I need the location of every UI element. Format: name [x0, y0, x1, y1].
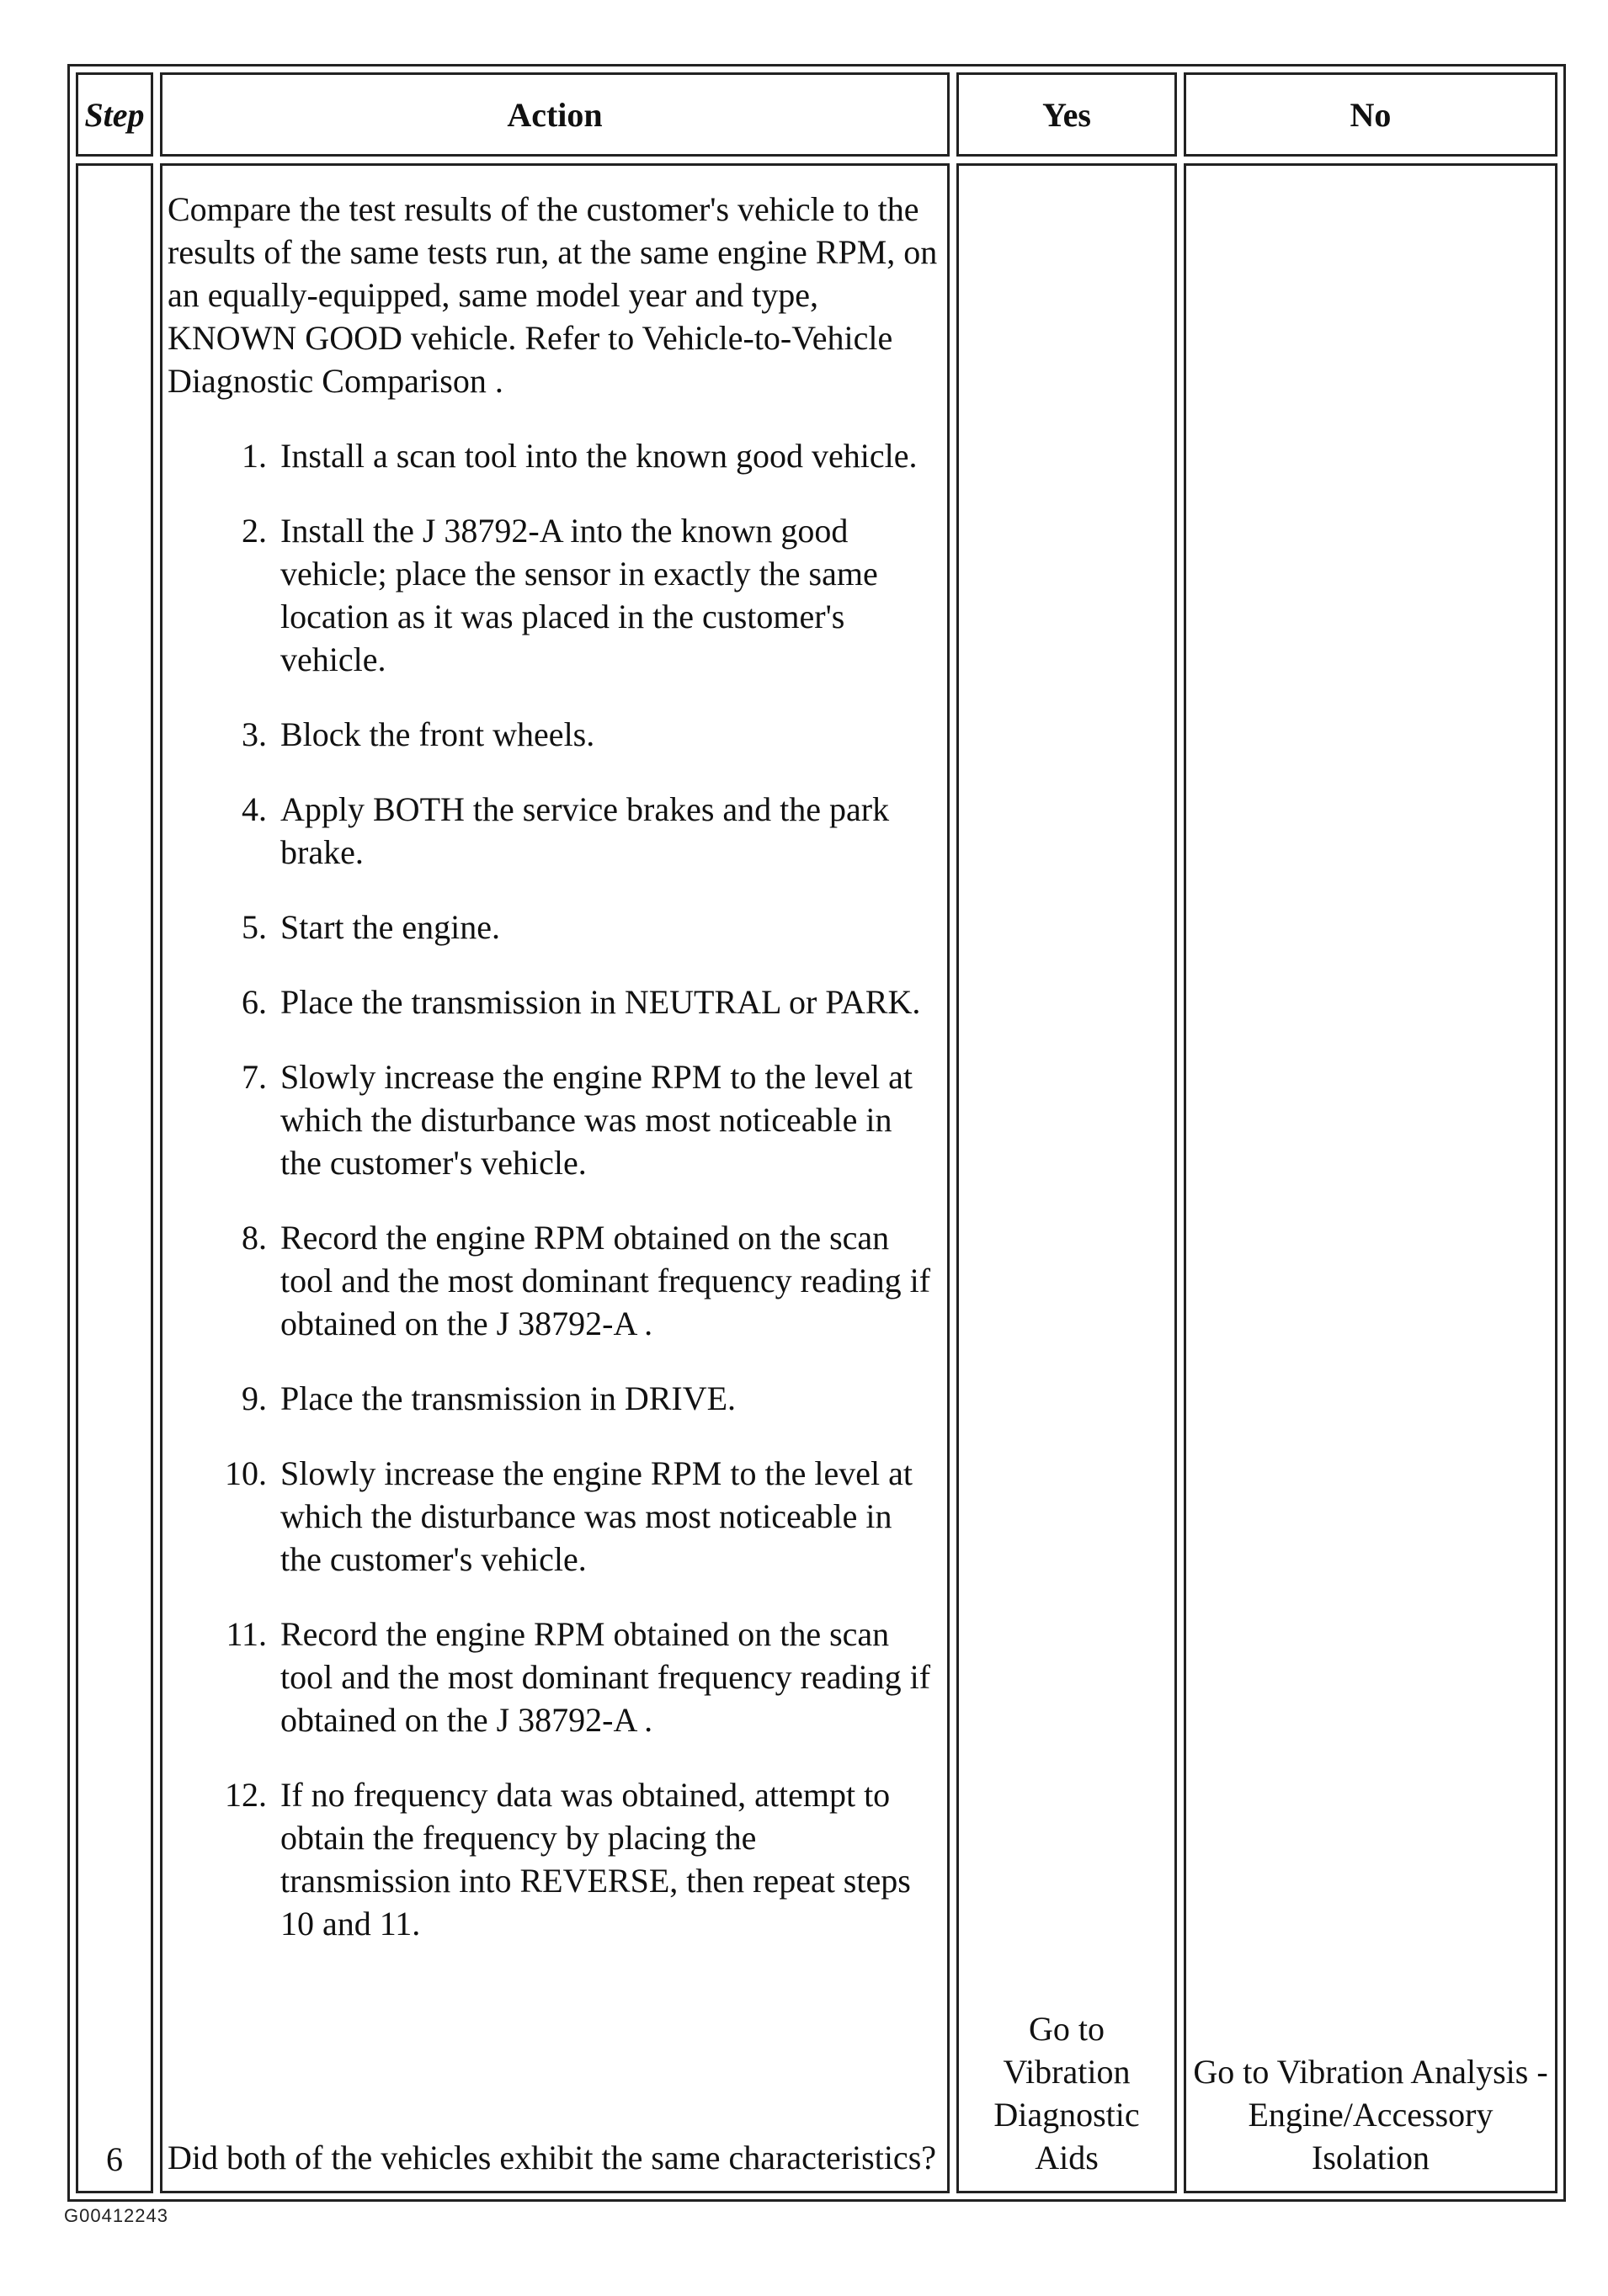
- action-question: Did both of the vehicles exhibit the same characteristics?: [168, 2139, 937, 2176]
- list-item-text: Slowly increase the engine RPM to the level at which the disturbance was most noticeable in the customer's vehicle.: [280, 1454, 913, 1578]
- list-item-text: Slowly increase the engine RPM to the level at which the disturbance was most noticeable in the customer's vehicle.: [280, 1058, 913, 1182]
- list-item: [168, 906, 939, 949]
- list-item-number: 10.: [225, 1454, 267, 1492]
- list-item-number: 2.: [242, 512, 267, 550]
- action-intro: Compare the test results of the customer's vehicle to the results of the same tests run, at the same engine RPM, on an equally-equipped, same model year and type, KNOWN GOOD vehicle. Refer to Vehicle-to-Vehicle Diagnostic Comparison .: [168, 190, 938, 400]
- list-item-text: Record the engine RPM obtained on the scan tool and the most dominant frequency reading if obtained on the J 38792-A .: [280, 1615, 931, 1739]
- list-item: [168, 1216, 939, 1345]
- list-item-number: 6.: [242, 983, 267, 1021]
- list-item: [168, 1055, 939, 1184]
- yes-cell: [956, 163, 1177, 2193]
- figure-code: G00412243: [64, 2205, 168, 2226]
- list-item-text: Install a scan tool into the known good vehicle.: [280, 437, 918, 475]
- list-item-number: 1.: [242, 437, 267, 475]
- list-item-number: 5.: [242, 908, 267, 946]
- header-no: No: [1184, 72, 1557, 157]
- list-item-text: Record the engine RPM obtained on the scan tool and the most dominant frequency reading if obtained on the J 38792-A .: [280, 1219, 931, 1342]
- no-outcome-text: Go to Vibration Analysis - Engine/Accessory Isolation: [1193, 2053, 1548, 2176]
- header-action: Action: [160, 72, 950, 157]
- list-item: [168, 981, 939, 1023]
- list-item-number: 8.: [242, 1219, 267, 1257]
- list-item-number: 7.: [242, 1058, 267, 1096]
- list-item-text: Block the front wheels.: [280, 715, 595, 753]
- list-item-number: 12.: [225, 1776, 267, 1814]
- action-content: [168, 188, 939, 1977]
- step-number: 6: [106, 2140, 123, 2178]
- no-cell: [1184, 163, 1557, 2193]
- header-yes: Yes: [956, 72, 1177, 157]
- list-item-text: Place the transmission in DRIVE.: [280, 1379, 737, 1417]
- list-item-text: Place the transmission in NEUTRAL or PARK.: [280, 983, 921, 1021]
- yes-outcome-text: Go to Vibration Diagnostic Aids: [993, 2010, 1140, 2176]
- action-cell: [160, 163, 950, 2193]
- header-step: Step: [76, 72, 153, 157]
- list-item-number: 9.: [242, 1379, 267, 1417]
- list-item: [168, 509, 939, 681]
- list-item-number: 4.: [242, 790, 267, 828]
- list-item: [168, 788, 939, 874]
- list-item-number: 11.: [226, 1615, 267, 1653]
- list-item: [168, 1377, 939, 1420]
- list-item: [168, 1613, 939, 1741]
- list-item: [168, 1773, 939, 1945]
- list-item-text: Apply BOTH the service brakes and the park brake.: [280, 790, 890, 871]
- list-item-text: Install the J 38792-A into the known good vehicle; place the sensor in exactly the same location as it was placed in the customer's vehicle.: [280, 512, 878, 678]
- step-cell: [76, 163, 153, 2193]
- list-item-text: Start the engine.: [280, 908, 501, 946]
- list-item-number: 3.: [242, 715, 267, 753]
- list-item-text: If no frequency data was obtained, attempt to obtain the frequency by placing the transmission into REVERSE, then repeat steps 10 and 11.: [280, 1776, 911, 1943]
- list-item: [168, 713, 939, 756]
- action-step-list: [168, 434, 939, 1945]
- list-item: [168, 434, 939, 477]
- list-item: [168, 1452, 939, 1581]
